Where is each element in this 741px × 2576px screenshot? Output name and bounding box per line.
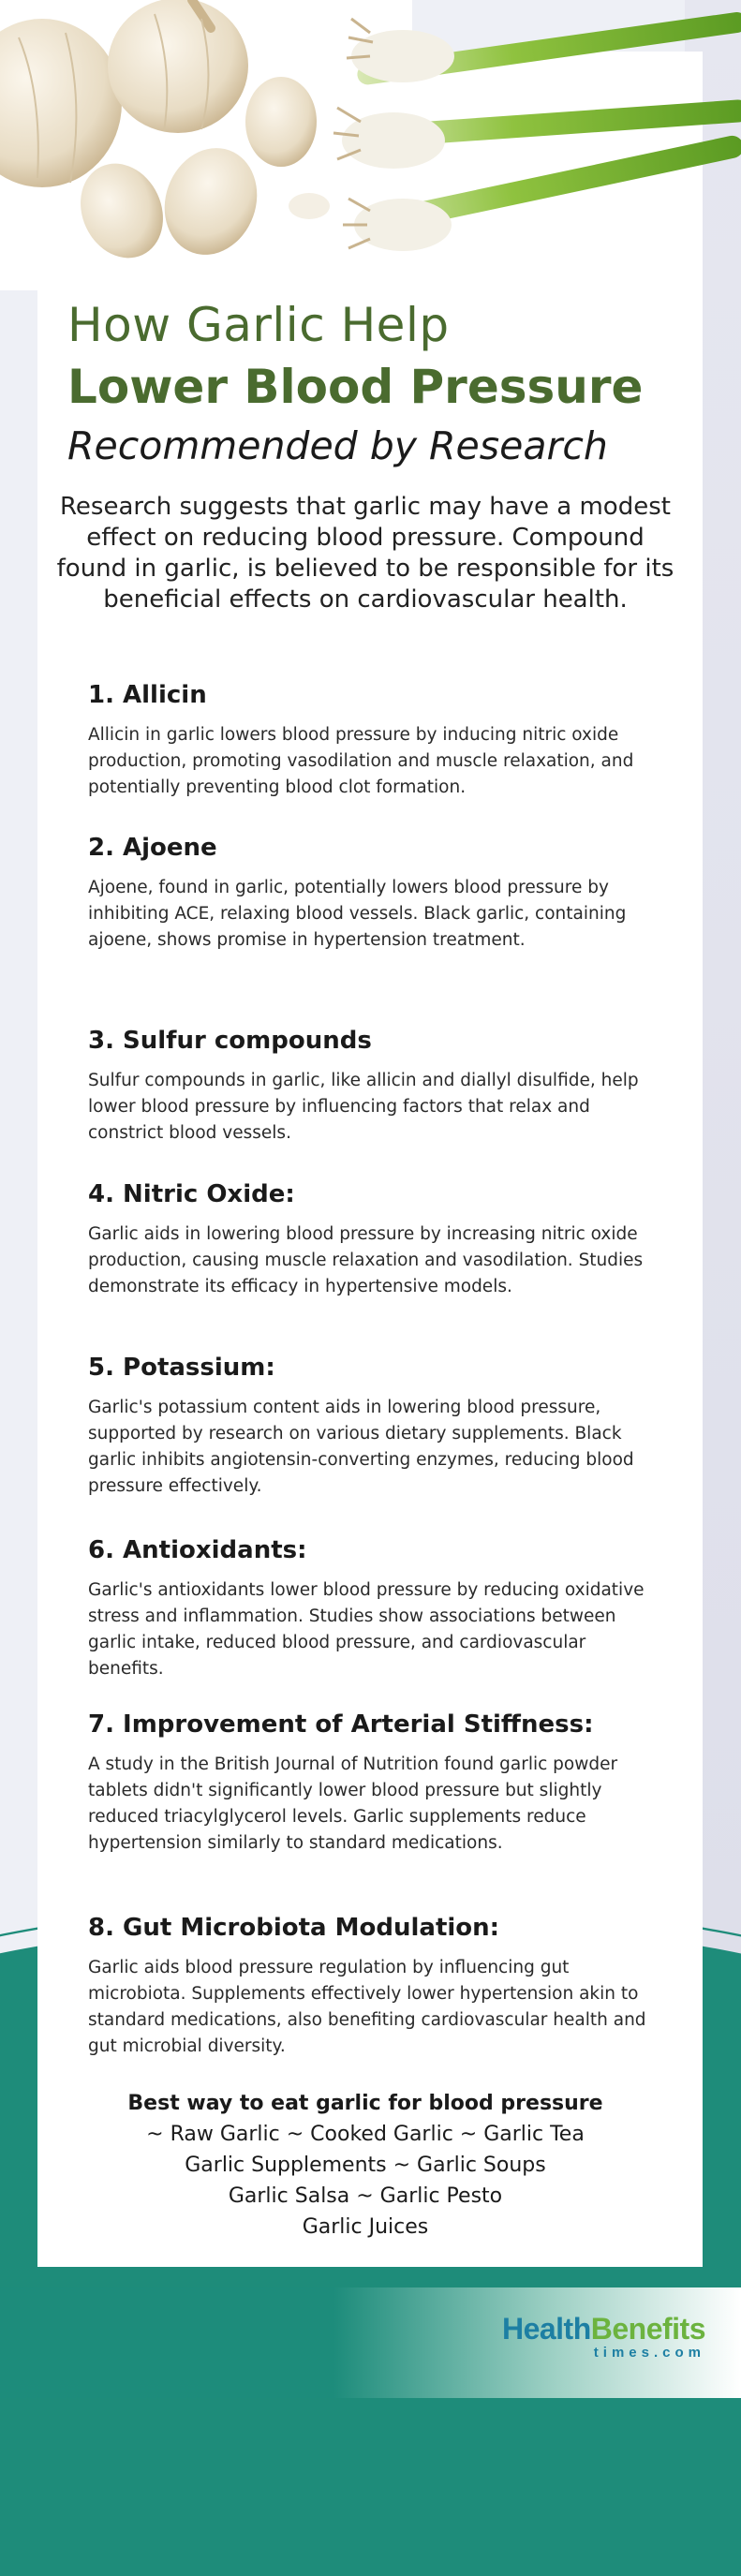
item-text: Garlic aids blood pressure regulation by influencing gut microbiota. Supplements effectively lower hypertension akin to standard medications, also benefiting cardiovascular health and gut microbial diversity. bbox=[88, 1958, 646, 2056]
best-ways-section bbox=[56, 2089, 674, 2243]
item-heading: 8. Gut Microbiota Modulation: bbox=[88, 1914, 500, 1942]
item-heading: 7. Improvement of Arterial Stiffness: bbox=[88, 1710, 594, 1739]
item-antioxidants bbox=[88, 1536, 650, 1682]
item-ajoene bbox=[88, 834, 650, 954]
logo-health: Health bbox=[501, 2312, 591, 2346]
item-text: Allicin in garlic lowers blood pressure by inducing nitric oxide production, promoting vasodilation and muscle relaxation, and potentially preventing blood clot formation. bbox=[88, 725, 634, 797]
item-heading: 3. Sulfur compounds bbox=[88, 1027, 372, 1055]
item-text: Garlic aids in lowering blood pressure by increasing nitric oxide production, causing muscle relaxation and vasodilation. Studies demonstrate its efficacy in hypertensive models. bbox=[88, 1224, 644, 1296]
item-text: Ajoene, found in garlic, potentially lowers blood pressure by inhibiting ACE, relaxing blood vessels. Black garlic, containing ajoene, shows promise in hypertension treatment. bbox=[88, 878, 627, 950]
best-ways-row: Garlic Supplements ~ Garlic Soups bbox=[185, 2154, 546, 2177]
best-ways-row: Garlic Juices bbox=[302, 2215, 429, 2239]
best-ways-row: ~ Raw Garlic ~ Cooked Garlic ~ Garlic Tea bbox=[146, 2123, 585, 2146]
item-nitric-oxide bbox=[88, 1180, 650, 1300]
item-gut-microbiota bbox=[88, 1914, 650, 2060]
garlic-illustration bbox=[0, 0, 741, 290]
brand-logo[interactable] bbox=[502, 2314, 705, 2360]
item-text: Sulfur compounds in garlic, like allicin and diallyl disulfide, help lower blood pressure by influencing factors that relax and constrict blood vessels. bbox=[88, 1071, 639, 1143]
logo-benefits: Benefits bbox=[590, 2312, 705, 2346]
item-heading: 1. Allicin bbox=[88, 681, 207, 709]
item-arterial-stiffness bbox=[88, 1710, 650, 1857]
item-text: Garlic's potassium content aids in lowering blood pressure, supported by research on various dietary supplements. Black garlic inhibits angiotensin-converting enzymes, reducing blood pressure effectively. bbox=[88, 1398, 634, 1496]
page-title-line1: How Garlic Help bbox=[67, 298, 450, 352]
item-allicin bbox=[88, 681, 650, 801]
item-heading: 4. Nitric Oxide: bbox=[88, 1180, 295, 1208]
item-sulfur-compounds bbox=[88, 1027, 650, 1147]
item-text: Garlic's antioxidants lower blood pressure by reducing oxidative stress and inflammation. Studies show associations between garlic intake, reduced blood pressure, and cardiovascular benefits. bbox=[88, 1580, 645, 1679]
best-ways-heading: Best way to eat garlic for blood pressure bbox=[127, 2092, 603, 2115]
intro-paragraph: Research suggests that garlic may have a modest effect on reducing blood pressure. Compound found in garlic, is believed to be responsible for its beneficial effects on cardiovascular health. bbox=[56, 493, 674, 614]
best-ways-row: Garlic Salsa ~ Garlic Pesto bbox=[228, 2184, 503, 2208]
page-title-line2: Lower Blood Pressure bbox=[67, 360, 644, 414]
item-heading: 2. Ajoene bbox=[88, 834, 217, 862]
item-heading: 6. Antioxidants: bbox=[88, 1536, 307, 1564]
logo-domain: times.com bbox=[593, 2345, 705, 2361]
item-heading: 5. Potassium: bbox=[88, 1354, 275, 1382]
page-subtitle: Recommended by Research bbox=[67, 423, 608, 468]
item-potassium bbox=[88, 1354, 650, 1500]
item-text: A study in the British Journal of Nutrition found garlic powder tablets didn't significantly lower blood pressure but slightly reduced triacylglycerol levels. Garlic supplements reduce hypertension similarly to standard medications. bbox=[88, 1754, 618, 1853]
